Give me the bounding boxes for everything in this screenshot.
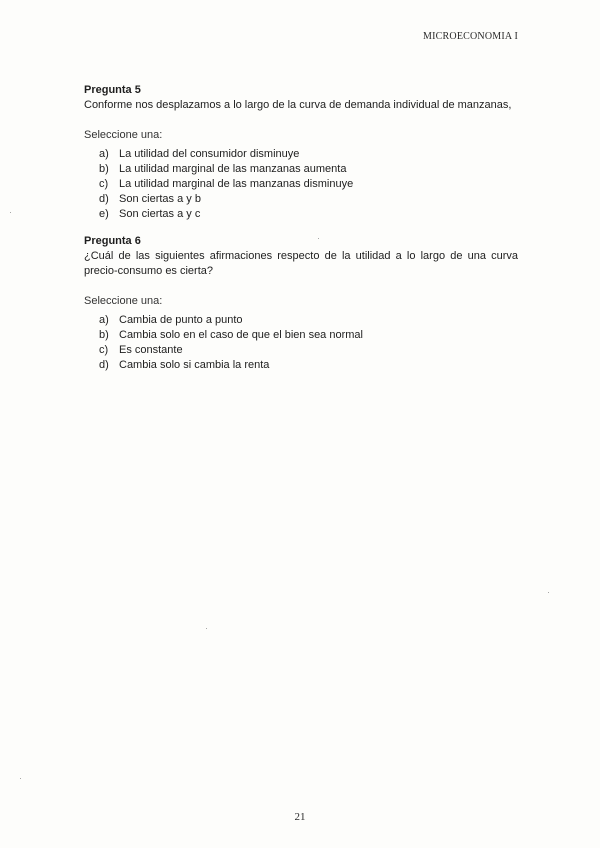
option-letter: b) [99, 329, 109, 341]
scan-speck [10, 212, 11, 213]
answer-option-d[interactable] [99, 358, 518, 373]
option-text: La utilidad marginal de las manzanas aumenta [119, 163, 347, 175]
option-text: Cambia solo si cambia la renta [119, 359, 270, 371]
option-letter: d) [99, 359, 109, 371]
option-letter: b) [99, 163, 109, 175]
option-letter: e) [99, 208, 109, 220]
option-letter: c) [99, 344, 109, 356]
answer-options [84, 313, 518, 373]
running-header: MICROECONOMIA I [423, 31, 518, 42]
select-label: Seleccione una: [84, 295, 163, 307]
question-title: Pregunta 5 [84, 84, 141, 96]
answer-option-a[interactable] [99, 313, 518, 328]
answer-option-a[interactable] [99, 147, 518, 162]
question-6 [84, 234, 518, 373]
question-title: Pregunta 6 [84, 235, 141, 247]
option-text: Cambia de punto a punto [119, 314, 243, 326]
option-text: Cambia solo en el caso de que el bien sea normal [119, 329, 363, 341]
option-text: La utilidad marginal de las manzanas disminuye [119, 178, 354, 190]
select-label: Seleccione una: [84, 129, 163, 141]
scan-speck [20, 778, 21, 779]
question-text: Conforme nos desplazamos a lo largo de la curva de demanda individual de manzanas, [84, 99, 512, 111]
answer-options [84, 147, 518, 222]
answer-option-b[interactable] [99, 162, 518, 177]
answer-option-c[interactable] [99, 343, 518, 358]
scan-speck [318, 238, 319, 239]
page-number: 21 [294, 811, 306, 823]
option-letter: d) [99, 193, 109, 205]
option-letter: c) [99, 178, 109, 190]
option-letter: a) [99, 148, 109, 160]
option-letter: a) [99, 314, 109, 326]
option-text: Son ciertas a y b [119, 193, 201, 205]
scan-speck [206, 628, 207, 629]
question-text: ¿Cuál de las siguientes afirmaciones respecto de la utilidad a lo largo de una curva precio-consumo es cierta? [84, 250, 518, 277]
answer-option-b[interactable] [99, 328, 518, 343]
scan-speck [548, 592, 549, 593]
answer-option-d[interactable] [99, 192, 518, 207]
answer-option-c[interactable] [99, 177, 518, 192]
answer-option-e[interactable] [99, 207, 518, 222]
option-text: La utilidad del consumidor disminuye [119, 148, 300, 160]
option-text: Son ciertas a y c [119, 208, 201, 220]
option-text: Es constante [119, 344, 183, 356]
question-5 [84, 83, 518, 222]
